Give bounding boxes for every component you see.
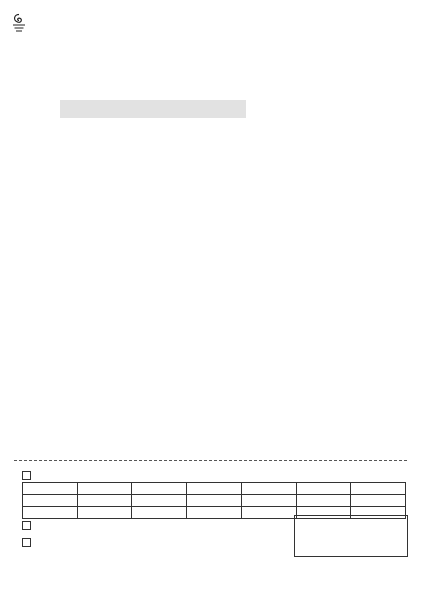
info-line: [62, 307, 388, 318]
intro-line: [76, 232, 376, 245]
intro-line: [76, 245, 376, 258]
column-header: [132, 483, 187, 495]
info-line: [62, 415, 388, 426]
intro-line: [76, 166, 376, 179]
info-line: [62, 296, 388, 307]
column-header: [23, 483, 78, 495]
table-cell[interactable]: [23, 495, 78, 507]
table-cell[interactable]: [77, 495, 132, 507]
event-info: [62, 264, 388, 448]
table-cell[interactable]: [132, 495, 187, 507]
cut-line: [14, 460, 407, 461]
table-cell[interactable]: [296, 495, 351, 507]
info-line: [62, 340, 388, 351]
swirl-logo-icon: [10, 10, 28, 34]
table-cell[interactable]: [132, 507, 187, 519]
info-line: [62, 286, 388, 297]
column-header: [296, 483, 351, 495]
parent-label: [295, 516, 407, 536]
intro-line: [76, 126, 376, 139]
column-header: [351, 483, 406, 495]
table-cell[interactable]: [351, 495, 406, 507]
table-row[interactable]: [23, 495, 406, 507]
registration-table: [22, 482, 406, 519]
table-cell[interactable]: [77, 507, 132, 519]
attend-checkbox[interactable]: [22, 471, 31, 480]
intro-line: [76, 192, 376, 205]
column-header: [241, 483, 296, 495]
condition-checkbox[interactable]: [22, 538, 31, 547]
intro-line: [76, 139, 376, 152]
table-cell[interactable]: [23, 507, 78, 519]
column-header: [187, 483, 242, 495]
column-header: [77, 483, 132, 495]
info-line: [62, 426, 388, 437]
info-line: [62, 383, 388, 394]
sign-label: [295, 536, 407, 556]
table-cell[interactable]: [241, 495, 296, 507]
info-line: [62, 437, 388, 448]
intro-line: [76, 152, 376, 165]
table-cell[interactable]: [187, 495, 242, 507]
info-line: [62, 264, 388, 275]
info-line: [62, 275, 388, 286]
section-banner: [60, 100, 246, 118]
info-line: [62, 372, 388, 383]
info-line: [62, 404, 388, 415]
option-condition[interactable]: [22, 538, 34, 547]
intro-line: [76, 205, 376, 218]
intro-line: [76, 179, 376, 192]
signature-box[interactable]: [294, 515, 408, 557]
info-line: [62, 318, 388, 329]
table-cell[interactable]: [187, 507, 242, 519]
info-line: [62, 361, 388, 372]
decline-checkbox[interactable]: [22, 521, 31, 530]
table-cell[interactable]: [241, 507, 296, 519]
option-attend[interactable]: [22, 471, 34, 480]
table-header-row: [23, 483, 406, 495]
intro-line: [76, 218, 376, 231]
info-line: [62, 350, 388, 361]
option-decline[interactable]: [22, 521, 34, 530]
info-line: [62, 394, 388, 405]
intro-paragraphs: [76, 126, 376, 258]
info-line: [62, 329, 388, 340]
